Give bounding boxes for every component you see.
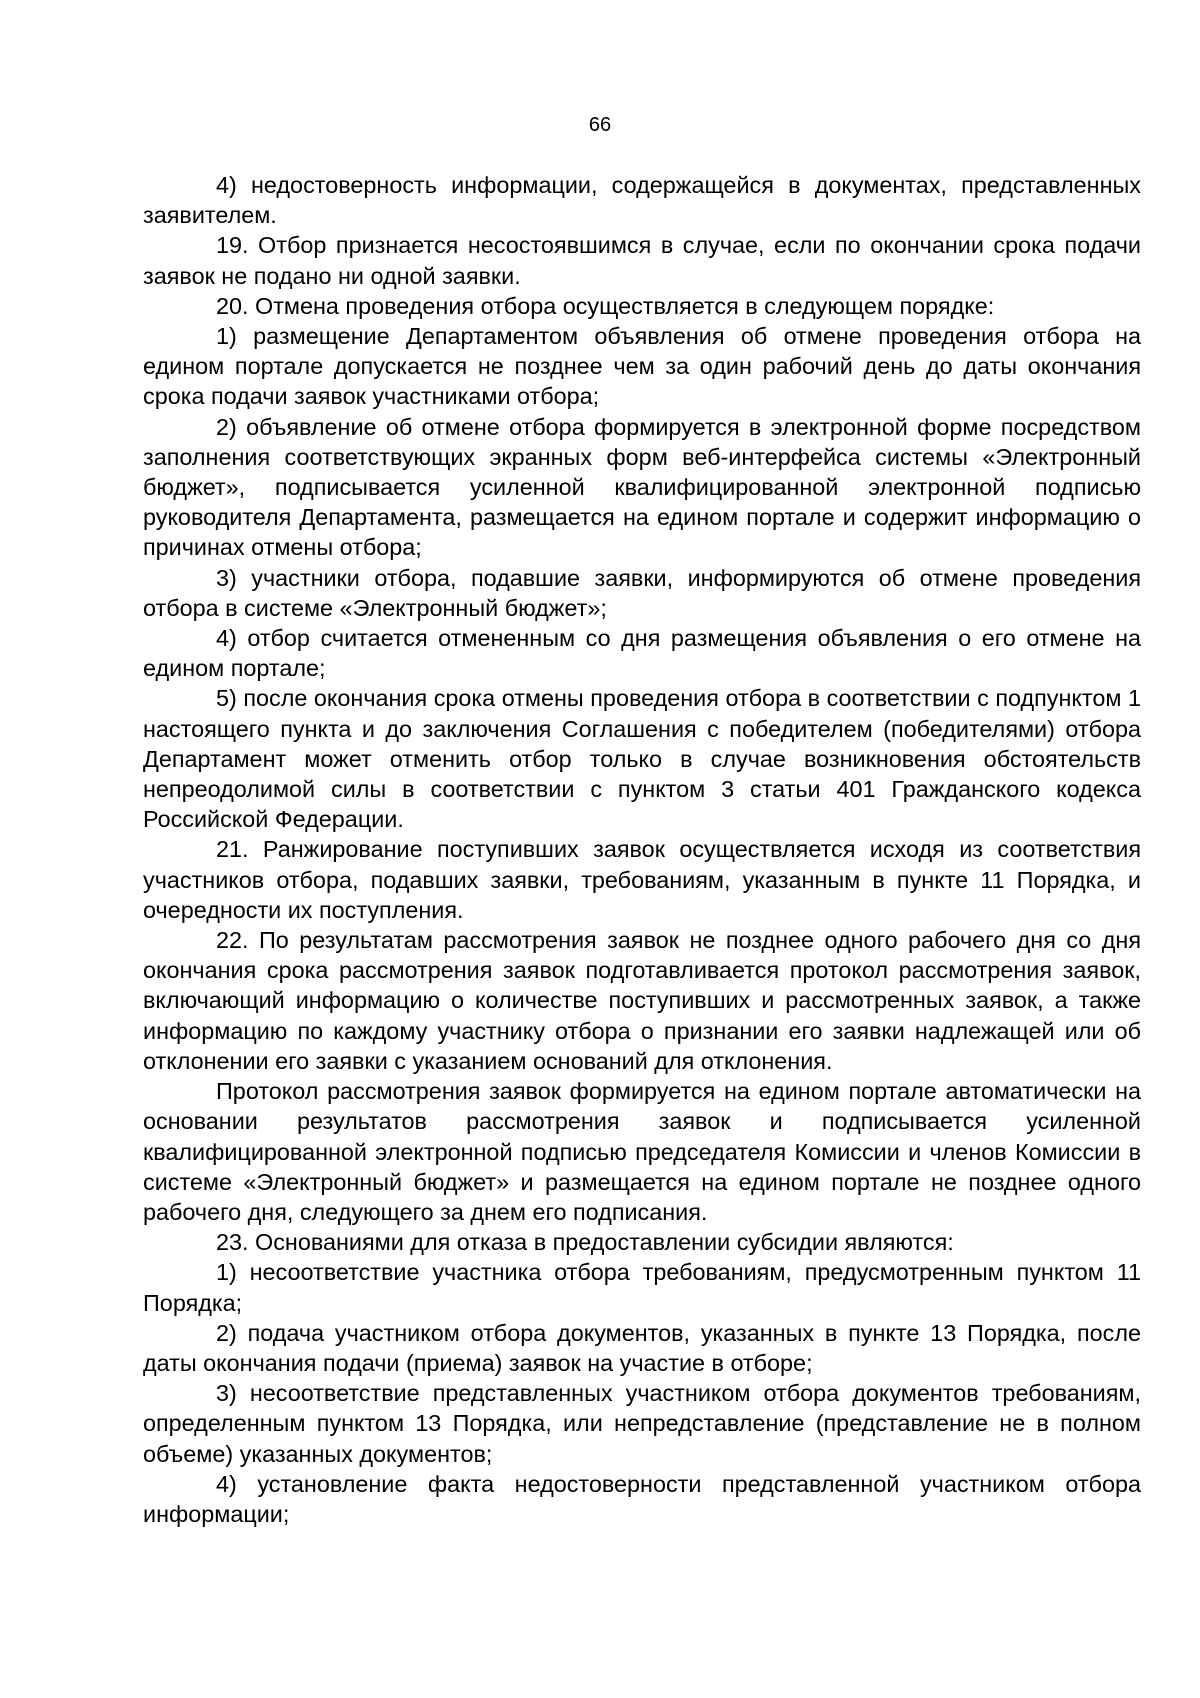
paragraph-clause-19: 19. Отбор признается несостоявшимся в случае, если по окончании срока подачи заявок не подано ни одной заявки. — [143, 232, 1141, 289]
paragraph-clause-20-item-4: 4) отбор считается отмененным со дня размещения объявления о его отмене на едином портале; — [143, 625, 1141, 682]
paragraph-clause-23-item-2: 2) подача участником отбора документов, указанных в пункте 13 Порядка, после даты окончания подачи (приема) заявок на участие в отборе; — [143, 1319, 1141, 1376]
paragraph-clause-20-item-3: 3) участники отбора, подавшие заявки, информируются об отмене проведения отбора в системе «Электронный бюджет»; — [143, 564, 1141, 621]
page-number: 66 — [588, 114, 612, 136]
paragraph-clause-20: 20. Отмена проведения отбора осуществляется в следующем порядке: — [216, 292, 995, 319]
paragraph-clause-23-item-3: 3) несоответствие представленных участником отбора документов требованиям, определенным пунктом 13 Порядка, или непредставление (представление не в полном объеме) указанных документов; — [143, 1380, 1141, 1467]
paragraph-protocol: Протокол рассмотрения заявок формируется на едином портале автоматически на основании результатов рассмотрения заявок и подписывается усиленной квалифицированной электронной подписью председателя Комиссии и членов Комиссии в системе «Электронный бюджет» и размещается на едином портале не позднее одного рабочего дня, следующего за днем его подписания. — [143, 1078, 1141, 1225]
paragraph-clause-23-item-1: 1) несоответствие участника отбора требованиям, предусмотренным пунктом 11 Порядка; — [143, 1259, 1141, 1316]
paragraph-clause-22: 22. По результатам рассмотрения заявок не позднее одного рабочего дня со дня окончания срока рассмотрения заявок подготавливается протокол рассмотрения заявок, включающий информацию о количестве поступивших и рассмотренных заявок, а также информацию по каждому участнику отбора о признании его заявки надлежащей или об отклонении его заявки с указанием оснований для отклонения. — [143, 927, 1141, 1074]
paragraph-item-4-unreliable-info: 4) недостоверность информации, содержащейся в документах, представленных заявителем. — [143, 172, 1141, 229]
paragraph-clause-21: 21. Ранжирование поступивших заявок осуществляется исходя из соответствия участников отбора, подавших заявки, требованиям, указанным в пункте 11 Порядка, и очередности их поступления. — [143, 836, 1141, 923]
paragraph-clause-23: 23. Основаниями для отказа в предоставлении субсидии являются: — [216, 1229, 954, 1256]
paragraph-clause-20-item-2: 2) объявление об отмене отбора формируется в электронной форме посредством заполнения соответствующих экранных форм веб-интерфейса системы «Электронный бюджет», подписывается усиленной квалифицированной электронной подписью руководителя Департамента, размещается на едином портале и содержит информацию о причинах отмены отбора; — [143, 413, 1141, 561]
paragraph-clause-20-item-1: 1) размещение Департаментом объявления об отмене проведения отбора на едином портале допускается не позднее чем за один рабочий день до даты окончания срока подачи заявок участниками отбора; — [143, 323, 1141, 410]
paragraph-clause-20-item-5: 5) после окончания срока отмены проведения отбора в соответствии с подпунктом 1 настоящего пункта и до заключения Соглашения с победителем (победителями) отбора Департамент может отменить отбор только в случае возникновения обстоятельств непреодолимой силы в соответствии с пунктом 3 статьи 401 Гражданского кодекса Российской Федерации. — [143, 685, 1141, 833]
document-body — [143, 170, 1141, 1529]
paragraph-clause-23-item-4: 4) установление факта недостоверности представленной участником отбора информации; — [143, 1470, 1141, 1527]
